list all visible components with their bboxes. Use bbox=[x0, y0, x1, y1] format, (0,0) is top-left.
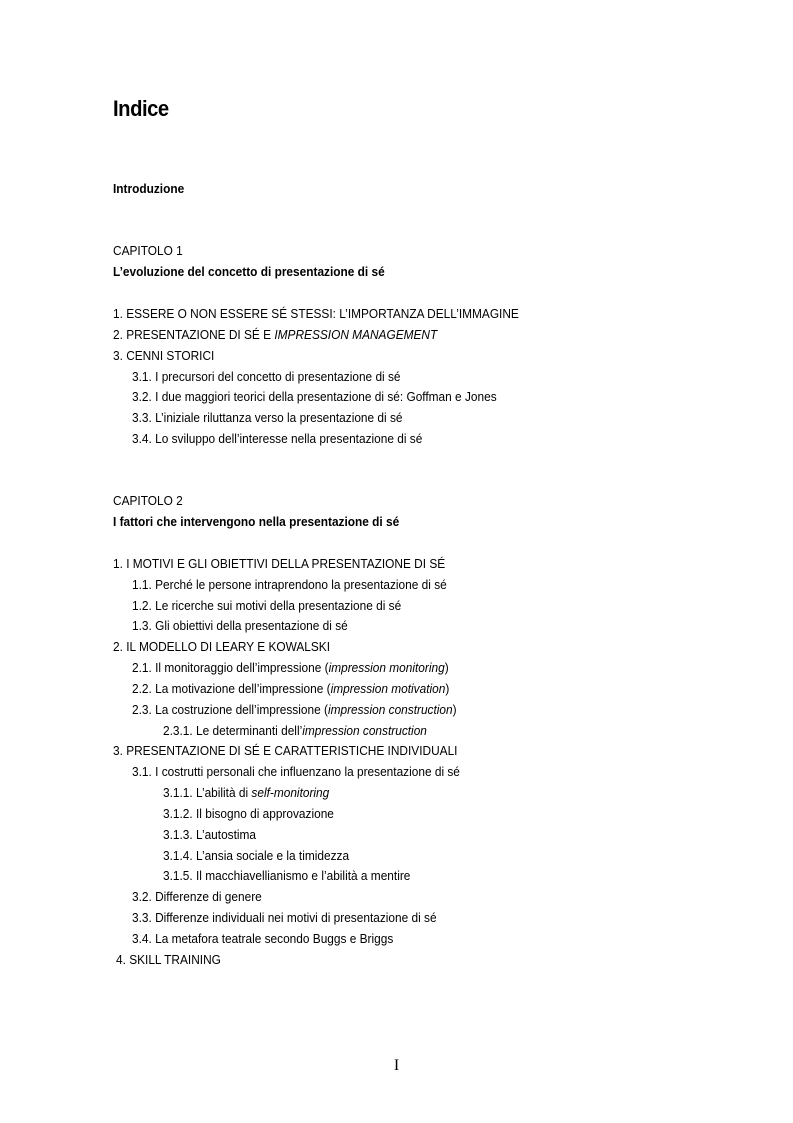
toc-subentry: 1.2. Le ricerche sui motivi della presentazione di sé bbox=[132, 598, 402, 613]
toc-subentry: 3.1. I costrutti personali che influenzano la presentazione di sé bbox=[132, 764, 460, 779]
toc-entry: 3. PRESENTAZIONE DI SÉ E CARATTERISTICHE INDIVIDUALI bbox=[113, 743, 458, 758]
toc-subsubentry: 2.3.1. Le determinanti dell’impression construction bbox=[163, 723, 427, 738]
chapter-1-label: CAPITOLO 1 bbox=[113, 243, 183, 258]
toc-subentry: 2.3. La costruzione dell’impressione (impression construction) bbox=[132, 702, 457, 717]
chapter-1-title: L’evoluzione del concetto di presentazione di sé bbox=[113, 264, 385, 279]
toc-subsubentry: 3.1.2. Il bisogno di approvazione bbox=[163, 806, 334, 821]
toc-subsubentry: 3.1.1. L’abilità di self-monitoring bbox=[163, 785, 330, 800]
toc-subsubentry: 3.1.4. L’ansia sociale e la timidezza bbox=[163, 848, 350, 863]
toc-entry: 1. ESSERE O NON ESSERE SÉ STESSI: L’IMPORTANZA DELL’IMMAGINE bbox=[113, 306, 519, 321]
toc-introduction: Introduzione bbox=[113, 181, 185, 196]
toc-subentry: 3.3. L’iniziale riluttanza verso la presentazione di sé bbox=[132, 410, 403, 425]
toc-subentry: 2.2. La motivazione dell’impressione (impression motivation) bbox=[132, 681, 450, 696]
page-title: Indice bbox=[113, 96, 169, 121]
toc-subentry: 1.3. Gli obiettivi della presentazione di sé bbox=[132, 618, 348, 633]
toc-subentry: 3.3. Differenze individuali nei motivi di presentazione di sé bbox=[132, 910, 437, 925]
toc-subentry: 3.2. I due maggiori teorici della presentazione di sé: Goffman e Jones bbox=[132, 389, 497, 404]
toc-subentry: 3.1. I precursori del concetto di presentazione di sé bbox=[132, 369, 401, 384]
toc-entry: 3. CENNI STORICI bbox=[113, 348, 215, 363]
toc-subentry: 3.4. Lo sviluppo dell’interesse nella presentazione di sé bbox=[132, 431, 423, 446]
toc-subentry: 2.1. Il monitoraggio dell’impressione (impression monitoring) bbox=[132, 660, 449, 675]
toc-entry: 1. I MOTIVI E GLI OBIETTIVI DELLA PRESENTAZIONE DI SÉ bbox=[113, 556, 446, 571]
toc-subsubentry: 3.1.3. L’autostima bbox=[163, 827, 257, 842]
toc-entry: 2. IL MODELLO DI LEARY E KOWALSKI bbox=[113, 639, 331, 654]
toc-subentry: 1.1. Perché le persone intraprendono la presentazione di sé bbox=[132, 577, 447, 592]
chapter-2-label: CAPITOLO 2 bbox=[113, 493, 183, 508]
toc-entry: 4. SKILL TRAINING bbox=[116, 952, 221, 967]
toc-subentry: 3.2. Differenze di genere bbox=[132, 889, 262, 904]
page-number: I bbox=[393, 1057, 400, 1074]
toc-subsubentry: 3.1.5. Il macchiavellianismo e l’abilità a mentire bbox=[163, 868, 411, 883]
chapter-2-title: I fattori che intervengono nella presentazione di sé bbox=[113, 514, 400, 529]
toc-entry: 2. PRESENTAZIONE DI SÉ E IMPRESSION MANAGEMENT bbox=[113, 327, 438, 342]
toc-subentry: 3.4. La metafora teatrale secondo Buggs e Briggs bbox=[132, 931, 394, 946]
